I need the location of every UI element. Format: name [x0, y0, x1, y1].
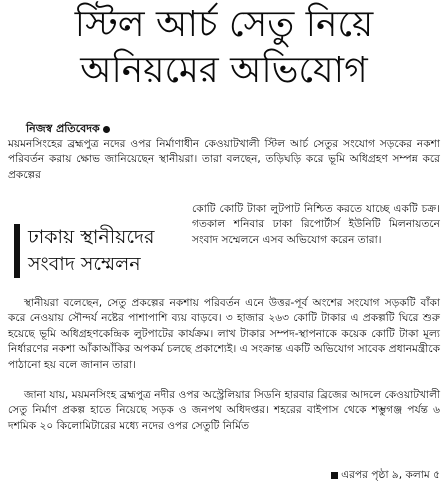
square-bullet-icon [331, 472, 338, 479]
bullet-dot-icon [103, 126, 110, 133]
subhead-box [14, 224, 198, 278]
paragraph-1: ময়মনসিংহের ব্রহ্মপুত্র নদের ওপর নির্মাণাধীন কেওয়াটখালী স্টিল আর্চ সেতুর সংযোগ সড়কের নকশা পরিবর্তন করায় ক্ষোভ জানিয়েছেন স্থানীয়রা। তারা বলছেন, তড়িঘড়ি করে ভূমি অধিগ্রহণ সম্পন্ন করে প্রকল্পের [8, 138, 440, 181]
byline [26, 121, 110, 136]
subhead-line-2: সংবাদ সম্মেলন [28, 253, 141, 275]
headline [14, 2, 434, 94]
headline-line-1: স্টিল আর্চ সেতু নিয়ে [74, 4, 374, 45]
paragraph-3: জানা যায়, ময়মনসিংহ ব্রহ্মপুত্র নদীর ওপর অস্ট্রেলিয়ার সিডনি হারবার ব্রিজের আদলে কেওয়াটখালী সেতু নির্মাণ প্রকল্প হাতে নিয়েছে সড়ক ও জনপথ অধিদপ্তর। শহরের বাইপাস থেকে শম্ভুগঞ্জ পর্যন্ত ৬ দশমিক ২০ কিলোমিটারের মধ্যে নদের ওপর সেতুটি নির্মিত [8, 389, 440, 432]
byline-text: নিজস্ব প্রতিবেদক [26, 122, 100, 135]
continuation-text: এরপর পৃষ্ঠা ৯, কলাম ৫ [341, 469, 440, 481]
headline-line-2: অনিয়মের অভিযোগ [80, 50, 368, 91]
subhead-line-1: ঢাকায় স্থানীয়দের [28, 226, 155, 248]
paragraph-2: স্থানীয়রা বলেছেন, সেতু প্রকল্পের নকশায় পরিবর্তন এনে উত্তর-পূর্ব অংশের সংযোগ সড়কটি বাঁকা করে নেওয়ায় সৌন্দর্য নষ্টের পাশাপাশি ব্যয় বাড়বে। ৩ হাজার ২৬৩ কোটি টাকার এ প্রকল্পটি ঘিরে শুরু হয়েছে ভূমি অধিগ্রহণকেন্দ্রিক লুটপাটের কার্যক্রম। লাখ টাকার সম্পদ-স্থাপনাকে কয়েক কোটি টাকা মূল্য নির্ধারণের নকশা আঁকাআঁকির অপকর্ম চলছে প্রকাশ্যেই। এ সংক্রান্ত একটি অভিযোগ সাবেক প্রধানমন্ত্রীকে পাঠানো হয় বলে জানান তারা। [8, 297, 440, 371]
continuation-note [327, 468, 440, 483]
paragraph-1-continued: কোটি কোটি টাকা লুটপাট নিশ্চিত করতে যাচ্ছে একটি চক্র। গতকাল শনিবার ঢাকা রিপোর্টার্স ইউনিটি মিলনায়তনে সংবাদ সম্মেলনে এসব অভিযোগ করেন তারা। [192, 203, 440, 246]
